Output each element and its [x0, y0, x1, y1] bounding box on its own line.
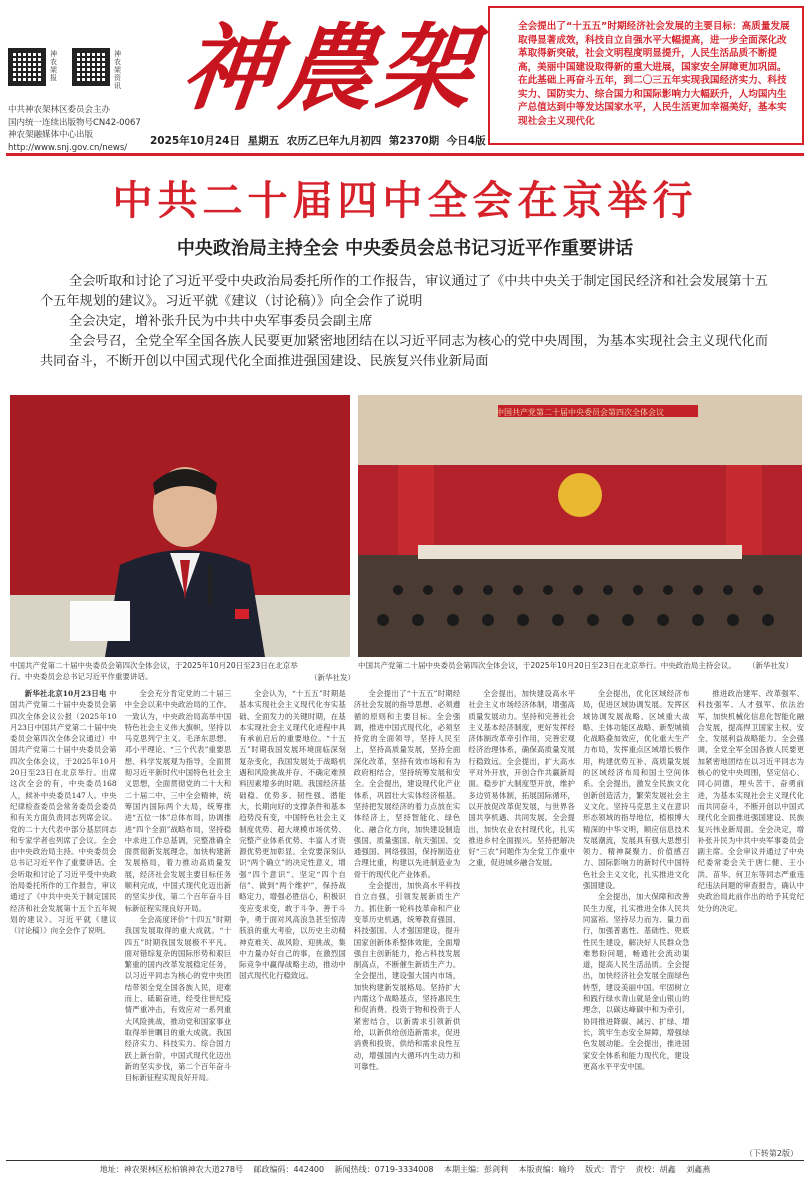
column-1 [10, 688, 117, 1148]
printer-line: 神农架融媒体中心出版 [8, 130, 94, 140]
article-body [10, 688, 804, 1148]
photo-right-credit: （新华社发） [748, 661, 793, 670]
masthead-rule [6, 153, 804, 156]
footer-info: 地址：神农架林区松柏镇神农大道278号 邮政编码：442400 新闻热线：0719-3334008 本期主编：彭剑利 本版责编：喻玲 版式：青宁 责校：胡鑫 刘鑫燕 [99, 1165, 711, 1174]
body-paragraph: 全会提出，加快建设高水平社会主义市场经济体制，增强高质量发展动力。坚持和完善社会主义基本经济制度，更好发挥经济体制改革牵引作用，完善宏观经济治理体系，确保高质量发展行稳致远。全会提出，扩大高水平对外开放，开创合作共赢新局面。稳步扩大制度型开放，维护多边贸易体制，拓展国际循环，以开放促改革促发展，与世界各国共享机遇、共同发展。全会提出，加快农业农村现代化，扎实推进乡村全面振兴。坚持把解决好“三农”问题作为全党工作重中之重，促进城乡融合发展。 [468, 689, 575, 868]
banner-text: 中国共产党第二十届中央委员会第四次全体会议 [496, 408, 664, 417]
dateline-lead: 新华社北京10月23日电 [24, 689, 107, 698]
column-5 [468, 688, 575, 1148]
footer-rule [6, 1160, 804, 1161]
summary-text: 全会提出了“十五五”时期经济社会发展的主要目标：高质量发展取得显著成效，科技自立自强水平大幅提高，进一步全面深化改革取得新突破，社会文明程度明显提升，人民生活品质不断提高，美丽中国建设取得新的重大进展，国家安全屏障更加巩固。在此基础上再奋斗五年，到二〇三五年实现我国经济实力、科技实力、国防实力、综合国力和国际影响力大幅跃升，人均国内生产总值达到中等发达国家水平，人民生活更加幸福美好，基本实现社会主义现代化 [518, 21, 790, 127]
issue-dateline: 2025年10月24日 星期五 农历乙巳年九月初四 第2370期 今日4版 [150, 135, 486, 147]
photo-left-credit: （新华社发） [310, 673, 355, 682]
photo-right-caption [358, 660, 738, 671]
body-paragraph: 全会充分肯定党的二十届三中全会以来中央政治局的工作。一致认为，中央政治局高举中国特色社会主义伟大旗帜，坚持以马克思列宁主义、毛泽东思想、邓小平理论、“三个代表”重要思想、科学发展观为指导，全面贯彻习近平新时代中国特色社会主义思想，全面贯彻党的二十大和二十届二中、三中全会精神，统筹国内国际两个大局，统筹推进“五位一体”总体布局，协调推进“四个全面”战略布局，坚持稳中求进工作总基调，完整准确全面贯彻新发展理念，加快构建新发展格局，着力推动高质量发展，经济社会发展主要目标任务顺利完成，中国式现代化迈出新的坚实步伐，第二个百年奋斗目标新征程实现良好开局。 [124, 689, 232, 913]
lead-paragraph: 全会决定，增补张升民为中共中央军事委员会副主席 [69, 314, 373, 329]
column-7 [697, 688, 804, 1148]
publisher-line: 中共神农架林区委员会主办 [8, 105, 111, 115]
body-paragraph: 全会提出了“十五五”时期经济社会发展的指导思想、必须遵循的原则和主要目标。全会强调，推进中国式现代化，必须坚持党的全面领导，坚持人民至上，坚持高质量发展，坚持全面深化改革，坚持有效市场和有为政府相结合，坚持统筹发展和安全。全会提出，建设现代化产业体系，巩固壮大实体经济根基。坚持把发展经济的着力点放在实体经济上，坚持智能化、绿色化、融合化方向，加快建设制造强国、质量强国、航天强国、交通强国、网络强国，保持制造业合理比重，构建以先进制造业为骨干的现代化产业体系。 [353, 689, 461, 879]
lead-paragraph: 全会号召，全党全军全国各族人民要更加紧密地团结在以习近平同志为核心的党中央周围，为基本实现社会主义现代化而共同奋斗，不断开创以中国式现代化全面推进强国建设、民族复兴伟业新局面 [40, 334, 768, 369]
column-4 [354, 688, 461, 1148]
website-link[interactable]: http://www.snj.gov.cn/news/ [8, 142, 128, 153]
lead-paragraph: 全会听取和讨论了习近平受中央政治局委托所作的工作报告，审议通过了《中共中央关于制定国民经济和社会发展第十五个五年规划的建议》。习近平就《建议（讨论稿）》向全会作了说明 [40, 274, 768, 309]
publication-info [8, 104, 141, 154]
body-text: 中国共产党第二十届中央委员会第四次全体会议公报（2025年10月23日中国共产党第二十届中央委员会第四次全体会议通过）中国共产党第二十届中央委员会第四次全体会议，于2025年10月20日至23日在北京举行。出席这次全会的有，中央委员168人，候补中央委员147人。中央纪律检查委员会常务委员会委员和有关方面负责同志列席会议。党的二十大代表中部分基层同志和专家学者也列席了会议。全会由中央政治局主持。中央委员会总书记习近平作了重要讲话。全会听取和讨论了习近平受中央政治局委托所作的工作报告，审议通过了《中共中央关于制定国民经济和社会发展第十五个五年规划的建议》。习近平就《建议（讨论稿）》向全会作了说明。 [10, 689, 117, 936]
body-paragraph: 推进政治建军、改革强军、科技强军、人才强军、依法治军，加快机械化信息化智能化融合发展，提高捍卫国家主权、安全、发展利益战略能力。全会强调，全党全军全国各族人民要更加紧密地团结在以习近平同志为核心的党中央周围，坚定信心、同心同德，埋头苦干、奋勇前进，为基本实现社会主义现代化而共同奋斗，不断开创以中国式现代化全面推进强国建设、民族复兴伟业新局面。全会决定，增补张升民为中共中央军事委员会副主席。全会审议并通过了中央纪委常委会关于唐仁健、王小洪、苗华、何卫东等同志严重违纪违法问题的审查报告，确认中央政治局此前作出的给予其党纪处分的决定。 [697, 689, 805, 913]
lead-paragraphs [40, 272, 780, 372]
body-paragraph [10, 688, 117, 937]
qr-code-right [72, 48, 110, 86]
summary-box [488, 6, 804, 145]
continued-note: （下转第2版） [744, 1149, 798, 1158]
photo-left-caption [10, 660, 310, 682]
sub-headline: 中央政治局主持全会 中央委员会总书记习近平作重要讲话 [176, 238, 634, 259]
body-paragraph: 全会高度评价“十四五”时期我国发展取得的重大成就。“十四五”时期我国发展极不平凡。面对错综复杂的国际形势和艰巨繁重的国内改革发展稳定任务，以习近平同志为核心的党中央团结带领全党全国各族人民，迎难而上、砥砺奋进，经受住世纪疫情严重冲击，有效应对一系列重大风险挑战，推动党和国家事业取得举世瞩目的重大成就。我国经济实力、科技实力、综合国力跃上新台阶，中国式现代化迈出新的坚实步伐，第二个百年奋斗目标新征程实现良好开局。 [124, 914, 232, 1083]
body-paragraph: 全会提出，加大保障和改善民生力度，扎实推进全体人民共同富裕。坚持尽力而为、量力而行，加强普惠性、基础性、兜底性民生建设，解决好人民群众急难愁盼问题，畅通社会流动渠道，提高人民生活品质。全会提出，加快经济社会发展全面绿色转型，建设美丽中国。牢固树立和践行绿水青山就是金山银山的理念，以碳达峰碳中和为牵引，协同推进降碳、减污、扩绿、增长，筑牢生态安全屏障，增强绿色发展动能。全会提出，推进国家安全体系和能力现代化，建设更高水平平安中国。 [582, 892, 690, 1071]
body-paragraph: 全会认为，“十五五”时期是基本实现社会主义现代化夯实基础、全面发力的关键时期，在基本实现社会主义现代化进程中具有承前启后的重要地位。“十五五”时期我国发展环境面临深刻复杂变化，我国发展处于战略机遇和风险挑战并存、不确定难预料因素增多的时期。我国经济基础稳、优势多、韧性强、潜能大，长期向好的支撑条件和基本趋势没有变，中国特色社会主义制度优势、超大规模市场优势、完整产业体系优势、丰富人才资源优势更加彰显。全党要深刻认识“两个确立”的决定性意义，增强“四个意识”、坚定“四个自信”、做到“两个维护”，保持战略定力，增强必胜信心，积极识变应变求变，敢于斗争、善于斗争，勇于面对风高浪急甚至惊涛骇浪的重大考验，以历史主动精神克难关、战风险、迎挑战，集中力量办好自己的事，在激烈国际竞争中赢得战略主动，推动中国式现代化行稳致远。 [239, 689, 346, 981]
main-headline: 中共二十届四中全会在京举行 [112, 178, 698, 224]
caption-text: 中国共产党第二十届中央委员会第四次全体会议，于2025年10月20日至23日在北京举行。中央委员会总书记习近平作重要讲话。 [10, 661, 298, 681]
newspaper-logo: 神農架 [176, 14, 482, 124]
plenary-illustration [358, 395, 802, 657]
body-paragraph: 全会提出，优化区域经济布局，促进区域协调发展。发挥区域协调发展战略、区域重大战略、主体功能区战略、新型城镇化战略叠加效应，优化重大生产力布局，发挥重点区域增长极作用，构建优势互补、高质量发展的区域经济布局和国土空间体系。全会提出，激发全民族文化创新创造活力，繁荣发展社会主义文化。坚持马克思主义在意识形态领域的指导地位，植根博大精深的中华文明，顺应信息技术发展潮流，发展具有强大思想引领力、精神凝聚力、价值感召力、国际影响力的新时代中国特色社会主义文化，扎实推进文化强国建设。 [582, 689, 690, 891]
body-paragraph: 全会提出，加快高水平科技自立自强，引领发展新质生产力。抓住新一轮科技革命和产业变革历史机遇，统筹教育强国、科技强国、人才强国建设，提升国家创新体系整体效能，全面增强自主创新能力，抢占科技发展制高点，不断催生新质生产力。全会提出，建设强大国内市场，加快构建新发展格局。坚持扩大内需这个战略基点，坚持惠民生和促消费、投资于物和投资于人紧密结合，以新需求引领新供给，以新供给创造新需求，促进消费和投资、供给和需求良性互动，增强国内大循环内生动力和可靠性。 [353, 881, 461, 1071]
photo-speaker [10, 395, 350, 657]
qr-caption-left: 神农架报 [50, 50, 57, 82]
photo-plenary-session [358, 395, 802, 657]
column-3 [239, 688, 346, 1148]
serial-number-line: 国内统一连续出版物号CN42-0067 [8, 117, 141, 128]
qr-caption-right: 神农架资讯 [114, 50, 121, 90]
qr-code-left [8, 48, 46, 86]
speaker-illustration [10, 395, 350, 657]
caption-text: 中国共产党第二十届中央委员会第四次全体会议，于2025年10月20日至23日在北京举行。中央政治局主持会议。 [358, 661, 736, 670]
column-2 [125, 688, 232, 1148]
column-6 [583, 688, 690, 1148]
